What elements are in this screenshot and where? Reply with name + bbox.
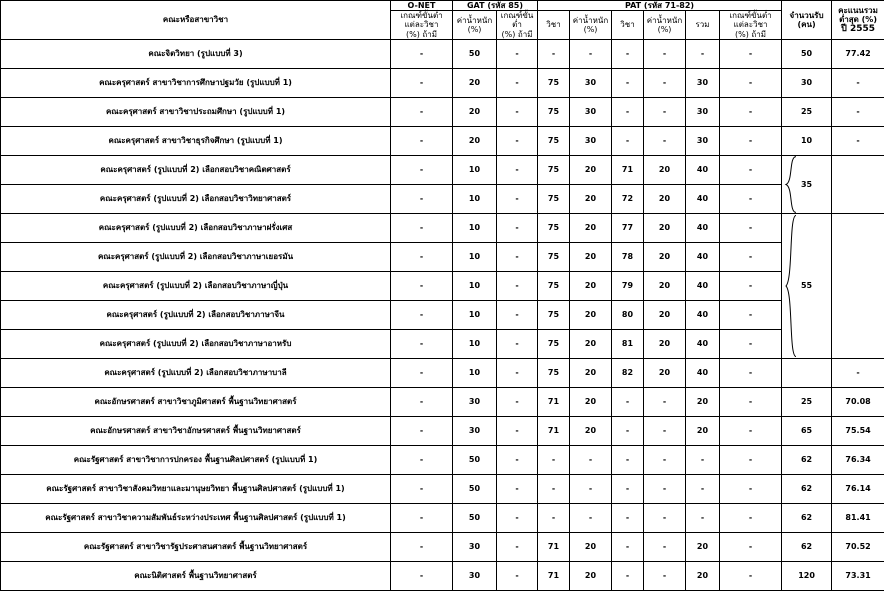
header-pat1-weight-line2: (%) [583, 24, 598, 34]
cell-onet-min: - [391, 97, 453, 126]
cell-onet-min: - [391, 213, 453, 242]
table-row [1, 271, 884, 300]
cell-pat2-subject: 79 [612, 271, 644, 300]
cell-pat1-subject: - [538, 445, 570, 474]
cell-onet-min: - [391, 68, 453, 97]
cell-faculty-name: คณะรัฐศาสตร์ สาขาวิชาสังคมวิทยาและมานุษยวิทยา พื้นฐานศิลปศาสตร์ (รูปแบบที่ 1) [1, 474, 391, 503]
cell-faculty-name: คณะครุศาสตร์ (รูปแบบที่ 2) เลือกสอบวิชาคณิตศาสตร์ [1, 155, 391, 184]
cell-onet-min: - [391, 561, 453, 590]
cell-pat-total: 40 [686, 155, 720, 184]
cell-seats [782, 503, 832, 532]
cell-pat-min: - [720, 387, 782, 416]
cell-gat-weight: 50 [453, 503, 497, 532]
table-header [1, 1, 884, 40]
seats-value: 62 [800, 455, 813, 465]
cell-onet-min: - [391, 532, 453, 561]
cell-gat-min: - [497, 184, 538, 213]
cell-pat1-subject: 75 [538, 126, 570, 155]
cell-gat-min: - [497, 242, 538, 271]
table-row [1, 532, 884, 561]
cell-pat1-weight: 20 [570, 358, 612, 387]
header-gat-min-line2: (%) ถ้ามี [501, 29, 533, 39]
cell-pat-min: - [720, 271, 782, 300]
table-row [1, 416, 884, 445]
cell-gat-weight: 10 [453, 213, 497, 242]
cell-pat-total: 30 [686, 126, 720, 155]
header-pat2-weight-line1: ค่าน้ำหนัก [646, 15, 683, 25]
cell-gat-min: - [497, 387, 538, 416]
cell-gat-min: - [497, 39, 538, 68]
table-row [1, 358, 884, 387]
cell-score: 73.31 [832, 561, 884, 590]
cell-pat1-weight: 20 [570, 561, 612, 590]
cell-gat-min: - [497, 300, 538, 329]
cell-gat-min: - [497, 329, 538, 358]
cell-onet-min: - [391, 184, 453, 213]
cell-gat-min: - [497, 155, 538, 184]
cell-pat2-weight: - [644, 503, 686, 532]
header-score-line2: ต่ำสุด (%) [839, 14, 877, 24]
cell-pat2-subject: 80 [612, 300, 644, 329]
cell-pat1-weight: - [570, 474, 612, 503]
header-seats [782, 1, 832, 40]
cell-seats [782, 445, 832, 474]
cell-pat-min: - [720, 68, 782, 97]
cell-pat1-weight: 20 [570, 271, 612, 300]
cell-pat2-weight: - [644, 416, 686, 445]
seats-value: 25 [800, 397, 813, 407]
cell-pat1-subject: - [538, 474, 570, 503]
cell-gat-weight: 10 [453, 329, 497, 358]
cell-pat-min: - [720, 126, 782, 155]
cell-gat-min: - [497, 126, 538, 155]
cell-pat2-subject: 72 [612, 184, 644, 213]
cell-pat1-subject: 75 [538, 184, 570, 213]
cell-gat-weight: 50 [453, 39, 497, 68]
cell-onet-min: - [391, 445, 453, 474]
cell-seats [782, 155, 832, 213]
header-pat2-subject: วิชา [612, 11, 644, 40]
header-pat-min-line2: (%) ถ้ามี [735, 29, 767, 39]
cell-pat1-subject: 75 [538, 242, 570, 271]
cell-seats [782, 416, 832, 445]
header-score [832, 1, 884, 40]
cell-onet-min: - [391, 155, 453, 184]
cell-pat2-subject: 71 [612, 155, 644, 184]
cell-gat-weight: 10 [453, 242, 497, 271]
header-gat-min-line1: เกณฑ์ขั้นต่ำ [500, 11, 534, 30]
cell-gat-weight: 10 [453, 271, 497, 300]
table-row [1, 387, 884, 416]
header-onet-min [391, 11, 453, 40]
cell-pat2-subject: - [612, 97, 644, 126]
header-pat: PAT (รหัส 71-82) [538, 1, 782, 11]
header-pat-min [720, 11, 782, 40]
table-row [1, 242, 884, 271]
cell-pat2-weight: - [644, 445, 686, 474]
cell-faculty-name: คณะครุศาสตร์ (รูปแบบที่ 2) เลือกสอบวิชาภาษาเยอรมัน [1, 242, 391, 271]
table-row [1, 184, 884, 213]
cell-pat-min: - [720, 242, 782, 271]
header-pat2-weight [644, 11, 686, 40]
seats-value: 35 [800, 179, 813, 189]
cell-pat1-weight: 20 [570, 329, 612, 358]
cell-pat1-weight: 20 [570, 532, 612, 561]
cell-pat1-subject: 75 [538, 97, 570, 126]
cell-pat1-subject: 75 [538, 300, 570, 329]
cell-faculty-name: คณะครุศาสตร์ (รูปแบบที่ 2) เลือกสอบวิชาภาษาจีน [1, 300, 391, 329]
header-row-top [1, 1, 884, 11]
cell-pat2-subject: - [612, 532, 644, 561]
cell-seats [782, 358, 832, 387]
header-pat1-weight-line1: ค่าน้ำหนัก [572, 15, 609, 25]
cell-pat2-weight: - [644, 561, 686, 590]
cell-pat1-subject: 71 [538, 561, 570, 590]
cell-pat2-weight: 20 [644, 213, 686, 242]
cell-score: - [832, 126, 884, 155]
cell-pat-total: 40 [686, 358, 720, 387]
cell-gat-min: - [497, 503, 538, 532]
header-seats-line2: (คน) [797, 19, 816, 29]
header-onet: O-NET [391, 1, 453, 11]
cell-onet-min: - [391, 387, 453, 416]
header-onet-min-line1: เกณฑ์ขั้นต่ำแต่ละวิชา [400, 11, 443, 30]
seats-value: 62 [800, 513, 813, 523]
header-pat1-weight [570, 11, 612, 40]
cell-pat-total: 30 [686, 68, 720, 97]
cell-faculty-name: คณะครุศาสตร์ สาขาวิชาธุรกิจศึกษา (รูปแบบที่ 1) [1, 126, 391, 155]
cell-onet-min: - [391, 126, 453, 155]
table-row [1, 561, 884, 590]
cell-onet-min: - [391, 416, 453, 445]
cell-pat2-weight: 20 [644, 242, 686, 271]
cell-gat-min: - [497, 561, 538, 590]
header-gat-weight-line2: (%) [467, 24, 482, 34]
header-score-line1: คะแนนรวม [838, 5, 878, 15]
cell-pat2-weight: 20 [644, 300, 686, 329]
table-body [1, 39, 884, 590]
seats-value: 55 [800, 281, 813, 291]
cell-pat-total: 40 [686, 271, 720, 300]
table-row [1, 126, 884, 155]
seats-value: 50 [800, 49, 813, 59]
cell-score: - [832, 97, 884, 126]
cell-pat-min: - [720, 329, 782, 358]
header-score-line3: ปี 2555 [841, 23, 875, 34]
cell-gat-weight: 30 [453, 387, 497, 416]
cell-pat2-weight: 20 [644, 271, 686, 300]
cell-gat-min: - [497, 97, 538, 126]
cell-pat-total: 40 [686, 213, 720, 242]
cell-score: 75.54 [832, 416, 884, 445]
cell-score: - [832, 68, 884, 97]
cell-pat-min: - [720, 445, 782, 474]
cell-gat-min: - [497, 358, 538, 387]
cell-faculty-name: คณะรัฐศาสตร์ สาขาวิชาความสัมพันธ์ระหว่างประเทศ พื้นฐานศิลปศาสตร์ (รูปแบบที่ 1) [1, 503, 391, 532]
cell-pat-min: - [720, 39, 782, 68]
cell-seats [782, 474, 832, 503]
header-gat-weight [453, 11, 497, 40]
cell-pat1-subject: - [538, 503, 570, 532]
cell-pat1-subject: 75 [538, 358, 570, 387]
cell-seats [782, 68, 832, 97]
cell-pat-min: - [720, 358, 782, 387]
cell-pat2-subject: 81 [612, 329, 644, 358]
header-seats-line1: จำนวนรับ [789, 10, 824, 20]
cell-pat2-weight: 20 [644, 329, 686, 358]
cell-pat-min: - [720, 155, 782, 184]
cell-pat2-weight: 20 [644, 358, 686, 387]
cell-pat-total: 20 [686, 532, 720, 561]
cell-faculty-name: คณะอักษรศาสตร์ สาขาวิชาภูมิศาสตร์ พื้นฐานวิทยาศาสตร์ [1, 387, 391, 416]
cell-pat2-subject: - [612, 416, 644, 445]
cell-pat1-weight: 20 [570, 184, 612, 213]
cell-gat-min: - [497, 271, 538, 300]
brace-decoration [784, 214, 798, 358]
cell-pat1-weight: 20 [570, 213, 612, 242]
cell-faculty-name: คณะนิติศาสตร์ พื้นฐานวิทยาศาสตร์ [1, 561, 391, 590]
brace-decoration [784, 156, 798, 213]
cell-gat-min: - [497, 474, 538, 503]
seats-value: 65 [800, 426, 813, 436]
cell-score: 70.52 [832, 532, 884, 561]
cell-pat1-weight: 30 [570, 68, 612, 97]
cell-pat2-subject: - [612, 561, 644, 590]
cell-pat1-subject: 75 [538, 155, 570, 184]
cell-faculty-name: คณะครุศาสตร์ สาขาวิชาการศึกษาปฐมวัย (รูปแบบที่ 1) [1, 68, 391, 97]
cell-pat-total: 20 [686, 416, 720, 445]
cell-faculty-name: คณะอักษรศาสตร์ สาขาวิชาอักษรศาสตร์ พื้นฐานวิทยาศาสตร์ [1, 416, 391, 445]
cell-pat-total: 40 [686, 242, 720, 271]
table-row [1, 39, 884, 68]
cell-gat-weight: 10 [453, 155, 497, 184]
cell-pat1-weight: - [570, 445, 612, 474]
cell-pat1-weight: 30 [570, 126, 612, 155]
cell-score: 81.41 [832, 503, 884, 532]
cell-pat2-subject: 77 [612, 213, 644, 242]
cell-pat2-weight: 20 [644, 184, 686, 213]
cell-pat2-subject: 82 [612, 358, 644, 387]
cell-pat2-weight: - [644, 387, 686, 416]
seats-value: 120 [798, 571, 815, 581]
cell-gat-weight: 20 [453, 126, 497, 155]
cell-seats [782, 126, 832, 155]
cell-pat-total: - [686, 474, 720, 503]
header-gat: GAT (รหัส 85) [453, 1, 538, 11]
cell-pat1-weight: - [570, 503, 612, 532]
table-row [1, 68, 884, 97]
cell-pat2-subject: - [612, 503, 644, 532]
header-onet-min-line2: (%) ถ้ามี [406, 29, 437, 39]
seats-value: 62 [800, 484, 813, 494]
cell-seats [782, 39, 832, 68]
cell-pat-total: - [686, 445, 720, 474]
cell-pat2-weight: - [644, 474, 686, 503]
cell-seats [782, 561, 832, 590]
seats-value: 10 [800, 136, 813, 146]
cell-pat-total: 40 [686, 184, 720, 213]
cell-pat-total: - [686, 503, 720, 532]
cell-pat1-weight: 20 [570, 416, 612, 445]
cell-pat-total: - [686, 39, 720, 68]
cell-onet-min: - [391, 242, 453, 271]
cell-pat2-subject: - [612, 126, 644, 155]
cell-pat-min: - [720, 416, 782, 445]
header-pat-total: รวม [686, 11, 720, 40]
cell-faculty-name: คณะครุศาสตร์ (รูปแบบที่ 2) เลือกสอบวิชาภาษาอาหรับ [1, 329, 391, 358]
cell-seats [782, 213, 832, 358]
cell-faculty-name: คณะครุศาสตร์ (รูปแบบที่ 2) เลือกสอบวิชาภาษาฝรั่งเศส [1, 213, 391, 242]
cell-onet-min: - [391, 503, 453, 532]
cell-pat2-weight: - [644, 68, 686, 97]
cell-pat1-weight: 20 [570, 155, 612, 184]
table-row [1, 300, 884, 329]
cell-pat2-weight: - [644, 39, 686, 68]
header-pat2-weight-line2: (%) [657, 24, 672, 34]
cell-pat1-subject: 75 [538, 213, 570, 242]
cell-pat-min: - [720, 184, 782, 213]
cell-onet-min: - [391, 300, 453, 329]
cell-onet-min: - [391, 329, 453, 358]
cell-pat-min: - [720, 474, 782, 503]
seats-value: 25 [800, 107, 813, 117]
table-row [1, 445, 884, 474]
cell-pat1-weight: 20 [570, 300, 612, 329]
cell-faculty-name: คณะจิตวิทยา (รูปแบบที่ 3) [1, 39, 391, 68]
cell-pat1-subject: - [538, 39, 570, 68]
cell-gat-min: - [497, 68, 538, 97]
cell-gat-min: - [497, 416, 538, 445]
cell-pat-total: 30 [686, 97, 720, 126]
cell-faculty-name: คณะครุศาสตร์ สาขาวิชาประถมศึกษา (รูปแบบที่ 1) [1, 97, 391, 126]
cell-pat2-subject: 78 [612, 242, 644, 271]
cell-gat-weight: 30 [453, 416, 497, 445]
table-row [1, 474, 884, 503]
cell-gat-min: - [497, 532, 538, 561]
header-pat-min-line1: เกณฑ์ขั้นต่ำแต่ละวิชา [729, 11, 772, 30]
cell-faculty-name: คณะรัฐศาสตร์ สาขาวิชารัฐประศาสนศาสตร์ พื้นฐานวิทยาศาสตร์ [1, 532, 391, 561]
cell-pat1-subject: 71 [538, 532, 570, 561]
table-row [1, 503, 884, 532]
cell-onet-min: - [391, 271, 453, 300]
cell-pat-total: 20 [686, 387, 720, 416]
cell-score: 76.14 [832, 474, 884, 503]
table-row [1, 155, 884, 184]
cell-seats [782, 532, 832, 561]
cell-gat-weight: 10 [453, 300, 497, 329]
header-gat-min [497, 11, 538, 40]
cell-gat-weight: 10 [453, 358, 497, 387]
cell-pat-min: - [720, 532, 782, 561]
cell-score [832, 213, 884, 358]
cell-pat-min: - [720, 213, 782, 242]
cell-gat-min: - [497, 445, 538, 474]
cell-gat-weight: 30 [453, 561, 497, 590]
table-row [1, 97, 884, 126]
header-pat1-subject: วิชา [538, 11, 570, 40]
cell-pat1-weight: - [570, 39, 612, 68]
cell-onet-min: - [391, 358, 453, 387]
cell-pat2-weight: 20 [644, 155, 686, 184]
cell-pat-total: 40 [686, 300, 720, 329]
cell-faculty-name: คณะครุศาสตร์ (รูปแบบที่ 2) เลือกสอบวิชาภาษาญี่ปุ่น [1, 271, 391, 300]
cell-gat-weight: 50 [453, 474, 497, 503]
cell-pat-min: - [720, 97, 782, 126]
cell-pat-min: - [720, 503, 782, 532]
cell-score: 70.08 [832, 387, 884, 416]
cell-pat1-subject: 75 [538, 68, 570, 97]
table-row [1, 329, 884, 358]
cell-gat-min: - [497, 213, 538, 242]
cell-pat2-weight: - [644, 97, 686, 126]
cell-pat2-weight: - [644, 126, 686, 155]
cell-score [832, 155, 884, 213]
cell-pat2-subject: - [612, 39, 644, 68]
cell-pat-total: 20 [686, 561, 720, 590]
cell-gat-weight: 10 [453, 184, 497, 213]
cell-pat2-subject: - [612, 68, 644, 97]
cell-gat-weight: 20 [453, 97, 497, 126]
header-gat-weight-line1: ค่าน้ำหนัก [456, 15, 493, 25]
cell-pat1-weight: 30 [570, 97, 612, 126]
cell-pat1-subject: 75 [538, 329, 570, 358]
seats-value: 62 [800, 542, 813, 552]
cell-pat-min: - [720, 561, 782, 590]
cell-pat-min: - [720, 300, 782, 329]
cell-gat-weight: 50 [453, 445, 497, 474]
seats-value: 30 [800, 78, 813, 88]
cell-score: - [832, 358, 884, 387]
cell-pat1-weight: 20 [570, 387, 612, 416]
cell-pat1-weight: 20 [570, 242, 612, 271]
table-row [1, 213, 884, 242]
cell-gat-weight: 20 [453, 68, 497, 97]
cell-pat2-subject: - [612, 445, 644, 474]
cell-pat2-weight: - [644, 532, 686, 561]
cell-pat1-subject: 71 [538, 387, 570, 416]
cell-faculty-name: คณะรัฐศาสตร์ สาขาวิชาการปกครอง พื้นฐานศิลปศาสตร์ (รูปแบบที่ 1) [1, 445, 391, 474]
cell-pat2-subject: - [612, 474, 644, 503]
cell-seats [782, 387, 832, 416]
cell-gat-weight: 30 [453, 532, 497, 561]
cell-onet-min: - [391, 474, 453, 503]
cell-faculty-name: คณะครุศาสตร์ (รูปแบบที่ 2) เลือกสอบวิชาภาษาบาลี [1, 358, 391, 387]
cell-score: 76.34 [832, 445, 884, 474]
cell-pat1-subject: 71 [538, 416, 570, 445]
cell-score: 77.42 [832, 39, 884, 68]
cell-pat2-subject: - [612, 387, 644, 416]
cell-pat1-subject: 75 [538, 271, 570, 300]
cell-faculty-name: คณะครุศาสตร์ (รูปแบบที่ 2) เลือกสอบวิชาวิทยาศาสตร์ [1, 184, 391, 213]
cell-seats [782, 97, 832, 126]
header-faculty: คณะหรือสาขาวิชา [1, 1, 391, 40]
cell-pat-total: 40 [686, 329, 720, 358]
cell-onet-min: - [391, 39, 453, 68]
